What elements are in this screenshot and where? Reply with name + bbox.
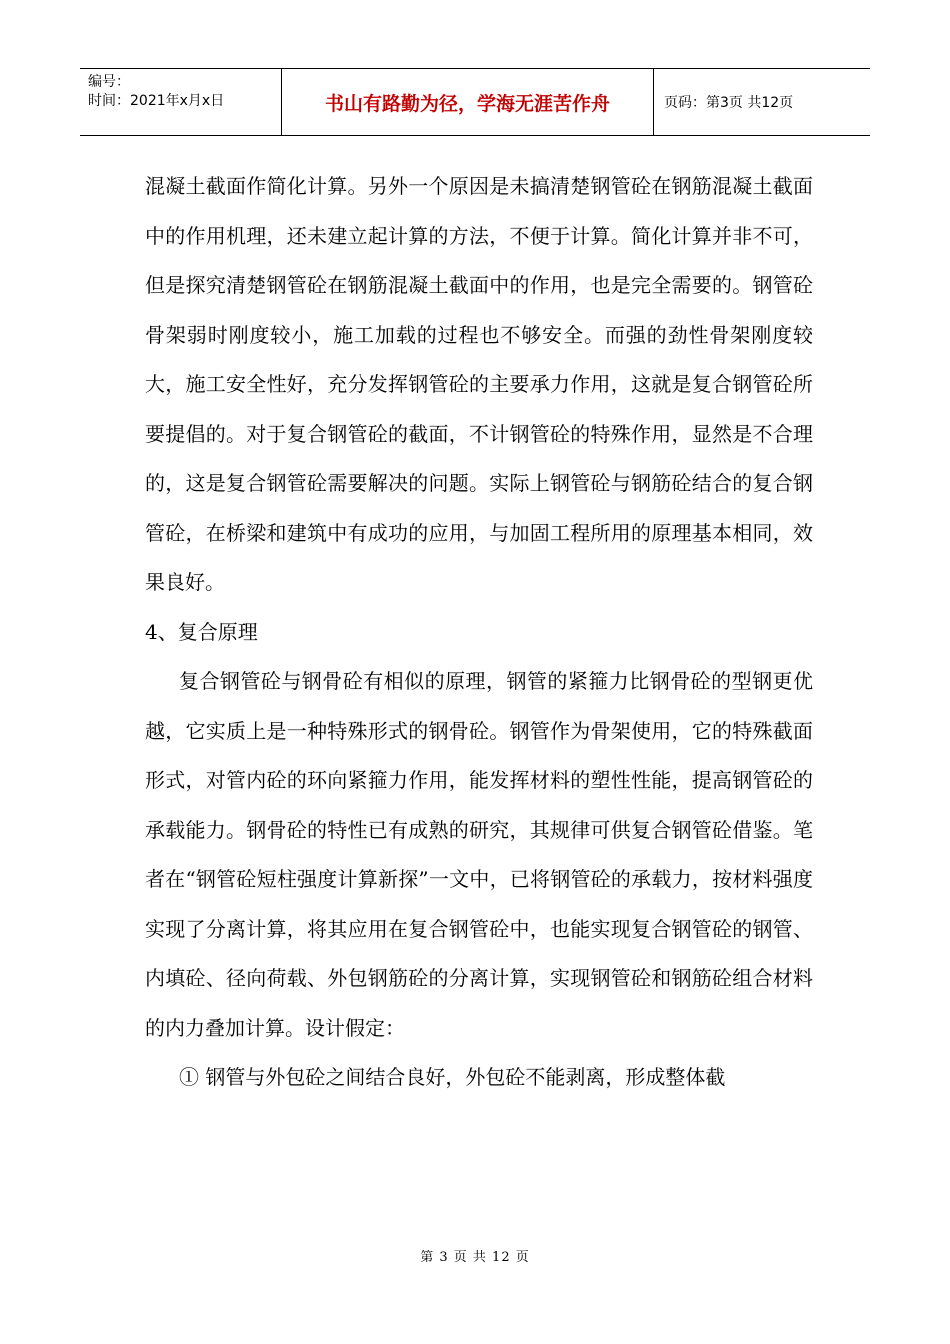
section-heading: 4、复合原理	[145, 619, 258, 644]
header-meta	[80, 69, 282, 135]
header-page-info: 页码：第3页 共12页	[664, 95, 794, 111]
number-label: 编号：	[88, 74, 130, 90]
page-footer: 第 3 页 共 12 页	[420, 1250, 530, 1265]
document-header	[80, 68, 870, 136]
paragraph-continued: 混凝土截面作简化计算。另外一个原因是未搞清楚钢管砼在钢筋混凝土截面中的作用机理，还未建立起计算的方法，不便于计算。简化计算并非不可，但是探究清楚钢管砼在钢筋混凝土截面中的作用，也是完全需要的。钢管砼骨架弱时刚度较小，施工加载的过程也不够安全。而强的劲性骨架刚度较大，施工安全性好，充分发挥钢管砼的主要承力作用，这就是复合钢管砼所要提倡的。对于复合钢管砼的截面，不计钢管砼的特殊作用，显然是不合理的，这是复合钢管砼需要解决的问题。实际上钢管砼与钢筋砼结合的复合钢管砼，在桥梁和建筑中有成功的应用，与加固工程所用的原理基本相同，效果良好。	[145, 174, 813, 594]
time-label: 时间：2021年x月x日	[88, 93, 225, 109]
header-motto: 书山有路勤为径，学海无涯苦作舟	[282, 69, 654, 135]
paragraph-composite-principle: 复合钢管砼与钢骨砼有相似的原理，钢管的紧箍力比钢骨砼的型钢更优越，它实质上是一种特殊形式的钢骨砼。钢管作为骨架使用，它的特殊截面形式，对管内砼的环向紧箍力作用，能发挥材料的塑性性能，提高钢管砼的承载能力。钢骨砼的特性已有成熟的研究，其规律可供复合钢管砼借鉴。笔者在“钢管砼短柱强度计算新探”一文中，已将钢管砼的承载力，按材料强度实现了分离计算，将其应用在复合钢管砼中，也能实现复合钢管砼的钢管、内填砼、径向荷载、外包钢筋砼的分离计算，实现钢管砼和钢筋砼组合材料的内力叠加计算。设计假定：	[145, 669, 813, 1040]
paragraph-assumption-1: ① 钢管与外包砼之间结合良好，外包砼不能剥离，形成整体截	[179, 1065, 726, 1089]
document-body	[145, 162, 813, 1103]
